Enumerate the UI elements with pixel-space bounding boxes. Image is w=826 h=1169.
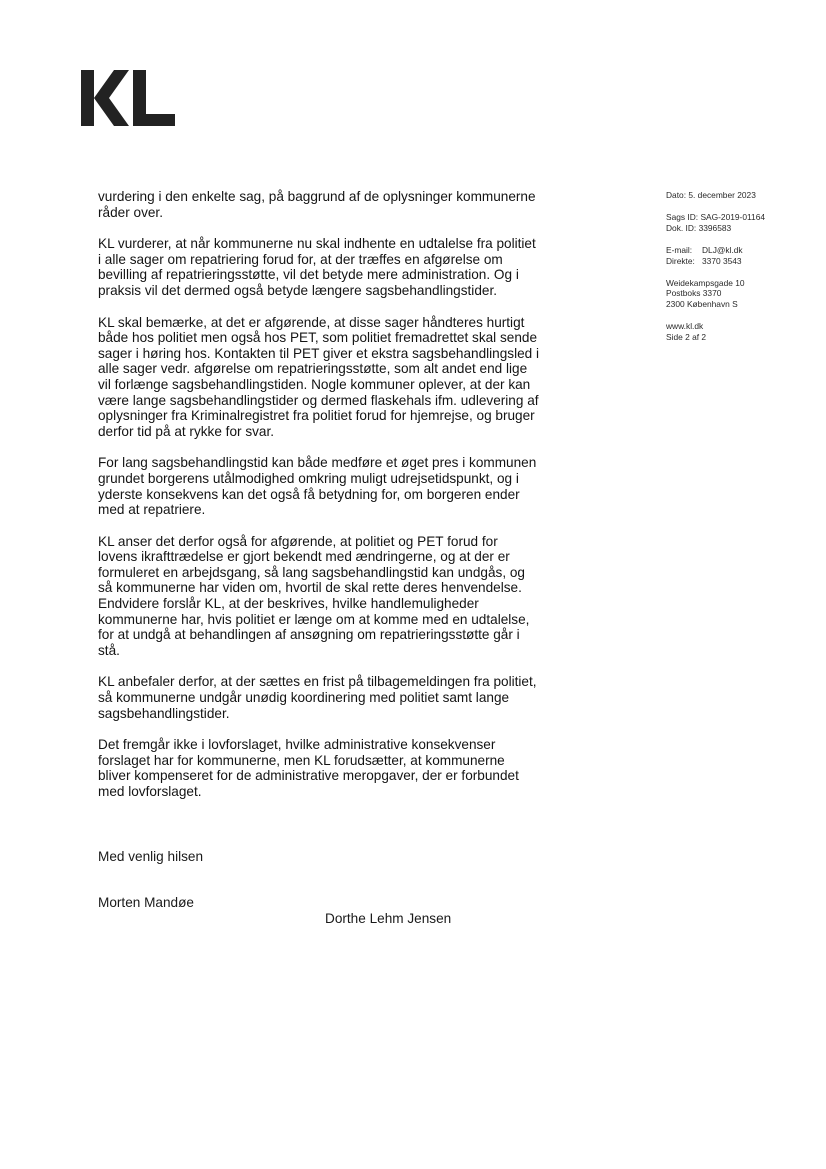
body-paragraph: For lang sagsbehandlingstid kan både medføre et øget pres i kommunen grundet borgerens utålmodighed omkring muligt udrejsetidspunkt, og i yderste konsekvens kan det også få betydning for, om borgeren ender med at repatriere.: [98, 455, 537, 518]
closing-salutation: Med venlig hilsen: [98, 849, 204, 864]
signer-name-2: Dorthe Lehm Jensen: [325, 911, 452, 926]
letter-date: Dato: 5. december 2023: [666, 190, 756, 200]
phone-label: Direkte:: [666, 255, 695, 266]
address-line-3: 2300 København S: [666, 298, 738, 309]
case-id: Sags ID: SAG-2019-01164: [666, 212, 766, 223]
web-page-group: [666, 321, 816, 342]
email-row: [666, 245, 816, 255]
address-line-1: Weidekampsgade 10: [666, 278, 745, 289]
address-line-2: Postboks 3370: [666, 288, 722, 299]
body-paragraph: KL anbefaler derfor, at der sættes en frist på tilbagemeldingen fra politiet, så kommunerne undgår unødig koordinering med politiet samt lange sagsbehandlingstider.: [98, 674, 537, 721]
email-value: DLJ@kl.dk: [702, 245, 743, 256]
website: www.kl.dk: [666, 321, 704, 332]
body-paragraph: Det fremgår ikke i lovforslaget, hvilke administrative konsekvenser forslaget har for kommunerne, men KL forudsætter, at kommunerne bliver kompenseret for de administrative meropgaver, der er forbundet med lovforslaget.: [98, 737, 519, 799]
page-number: Side 2 af 2: [666, 331, 707, 342]
date-group: [666, 190, 816, 200]
case-id-group: [666, 212, 816, 233]
phone-row: [666, 256, 816, 266]
phone-value: 3370 3543: [702, 255, 742, 266]
email-label: E-mail:: [666, 245, 693, 256]
body-paragraph: KL skal bemærke, at det er afgørende, at disse sager håndteres hurtigt både hos politiet men også hos PET, som politiet fremadrettet skal sende sager i høring hos. Kontakten til PET giver et ekstra sagsbehandlingsled i alle sager vedr. afgørelse om repatrieringsstøtte, som alt andet end lige vil forlænge sagsbehandlingstiden. Nogle kommuner oplever, at der kan være lange sagsbehandlingstider og dermed flaskehals ifm. udlevering af oplysninger fra Kriminalregistret fra politiet forud for hjemrejse, og bruger derfor tid på at rykke for svar.: [98, 314, 540, 439]
body-paragraph: KL vurderer, at når kommunerne nu skal indhente en udtalelse fra politiet i alle sager om repatriering forud for, at der træffes en afgørelse om bevilling af repatrieringsstøtte, vil det betyde mere administration. Og i praksis vil det dermed også betyde længere sagsbehandlingstider.: [98, 236, 536, 298]
kl-logo: [81, 70, 177, 126]
body-paragraph: KL anser det derfor også for afgørende, at politiet og PET forud for lovens ikrafttrædelse er gjort bekendt med ændringerne, og at der er formuleret en arbejdsgang, så lang sagsbehandlingstid kan undgås, og så kommunerne har viden om, hvortil de skal rette deres henvendelse. Endvidere forslår KL, at der beskrives, hvilke handlemuligheder kommunerne har, hvis politiet er længe om at komme med en udtalelse, for at undgå at behandlingen af ansøgning om repatrieringsstøtte går i stå.: [98, 533, 530, 658]
letter-body: [98, 189, 564, 816]
body-paragraph: vurdering i den enkelte sag, på baggrund af de oplysninger kommunerne råder over.: [98, 189, 536, 220]
document-id: Dok. ID: 3396583: [666, 222, 732, 233]
address-group: [666, 278, 816, 309]
contact-group: [666, 245, 816, 266]
letter-metadata-sidebar: [666, 190, 816, 354]
signer-name-1: Morten Mandøe: [98, 895, 194, 910]
